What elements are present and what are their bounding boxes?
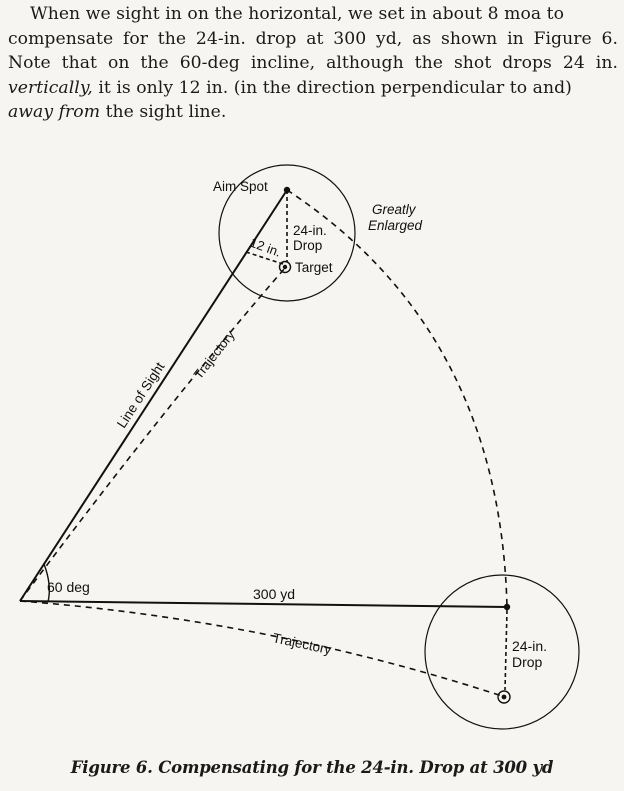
label-upper-trajectory: Trajectory: [190, 327, 238, 382]
label-line-of-sight: Line of Sight: [113, 359, 168, 431]
upper-trajectory-path: [20, 268, 285, 601]
paragraph-line-1: When we sight in on the horizontal, we set in about 8 moa to: [30, 4, 565, 24]
lower-drop-line: [505, 610, 507, 690]
paragraph-line-4-rest: it is only 12 in. (in the direction perpendicular to and): [92, 77, 572, 98]
upper-target-center: [283, 265, 287, 269]
label-upper-drop-2: Drop: [293, 238, 323, 253]
horizontal-aim-dot: [504, 604, 510, 610]
label-lower-drop-1: 24-in.: [512, 638, 548, 654]
label-lower-trajectory: Trajectory: [271, 630, 333, 658]
label-12-in: 12 in.: [247, 234, 283, 260]
figure-caption: Figure 6. Compensating for the 24-in. Drop at 300 yd: [70, 758, 554, 777]
paragraph-line-3: Note that on the 60-deg incline, although the shot drops 24 in.: [8, 53, 618, 74]
label-aim-spot: Aim Spot: [213, 179, 268, 194]
paragraph-line-5-rest: the sight line.: [100, 102, 227, 123]
lower-target-center: [502, 695, 507, 700]
emphasis-away-from: away from: [8, 102, 101, 123]
emphasis-vertically: vertically,: [8, 77, 93, 98]
label-enlarged: Enlarged: [368, 218, 423, 233]
label-lower-drop-2: Drop: [512, 654, 543, 670]
label-angle: 60 deg: [47, 579, 90, 595]
lower-trajectory-path: [20, 601, 505, 697]
label-range: 300 yd: [253, 586, 296, 602]
label-greatly: Greatly: [372, 202, 416, 217]
lower-enlarged-circle: [425, 575, 579, 729]
aim-spot-dot: [284, 187, 290, 193]
paragraph-line-2: compensate for the 24-in. drop at 300 yd, as shown in Figure 6.: [8, 28, 618, 49]
label-upper-drop-1: 24-in.: [293, 223, 327, 238]
label-target: Target: [295, 260, 333, 275]
